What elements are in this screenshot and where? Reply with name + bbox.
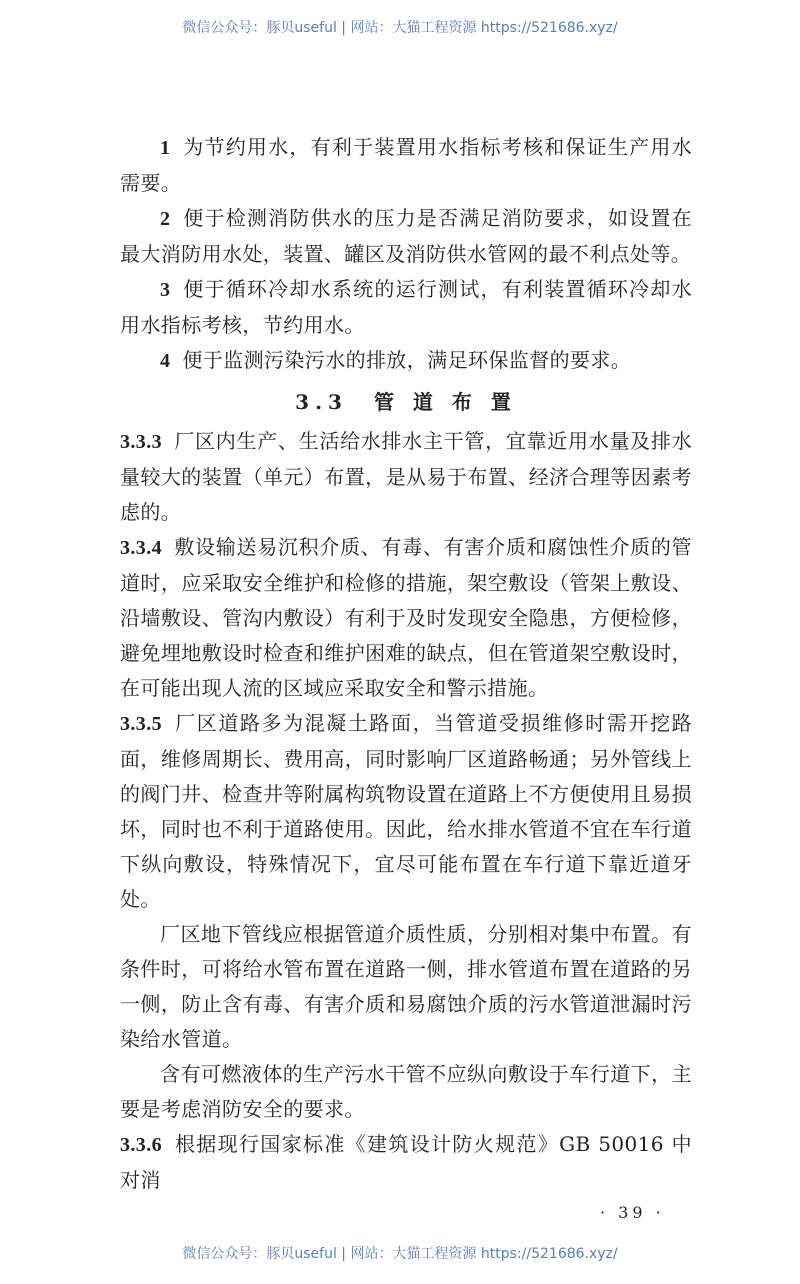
page-number: · 39 ·: [600, 1203, 665, 1222]
clause: 3.3.5 厂区道路多为混凝土路面，当管道受损维修时需开挖路面，维修周期长、费用高，同时影响厂区道路畅通；另外管线上的阀门井、检查井等附属构筑物设置在道路上不方便使用且易损坏，同时也不利于道路使用。因此，给水排水管道不宜在车行道下纵向敷设，特殊情况下，宜尽可能布置在车行道下靠近道牙处。: [120, 711, 692, 911]
spacer: [0, 1224, 800, 1244]
clause: 3.3.6 根据现行国家标准《建筑设计防火规范》GB 50016 中对消: [120, 1132, 692, 1192]
paragraph: 含有可燃液体的生产污水干管不应纵向敷设于车行道下，主要是考虑消防安全的要求。: [120, 1062, 692, 1121]
list-item: 3 便于循环冷却水系统的运行测试，有利装置循环冷却水用水指标考核，节约用水。: [120, 277, 692, 337]
section-heading: 3.3 管 道 布 置: [295, 390, 517, 414]
list-item: 4 便于监测污染污水的排放，满足环保监督的要求。: [160, 348, 632, 372]
document-body: [120, 130, 692, 1198]
watermark-top: 微信公众号：豚贝useful | 网站：大猫工程资源 https://521686.xyz/: [182, 20, 618, 36]
list-item: 1 为节约用水，有利于装置用水指标考核和保证生产用水需要。: [120, 135, 692, 195]
watermark-bottom: 微信公众号：豚贝useful | 网站：大猫工程资源 https://521686.xyz/: [182, 1246, 618, 1262]
clause: 3.3.3 厂区内生产、生活给水排水主干管，宜靠近用水量及排水量较大的装置（单元）布置，是从易于布置、经济合理等因素考虑的。: [120, 429, 692, 524]
clause: 3.3.4 敷设输送易沉积介质、有毒、有害介质和腐蚀性介质的管道时，应采取安全维护和检修的措施，架空敷设（管架上敷设、沿墙敷设、管沟内敷设）有利于及时发现安全隐患，方便检修，避免埋地敷设时检查和维护困难的缺点，但在管道架空敷设时，在可能出现人流的区域应采取安全和警示措施。: [120, 535, 692, 700]
list-item: 2 便于检测消防供水的压力是否满足消防要求，如设置在最大消防用水处，装置、罐区及消防供水管网的最不利点处等。: [120, 206, 692, 266]
paragraph: 厂区地下管线应根据管道介质性质，分别相对集中布置。有条件时，可将给水管布置在道路一侧，排水管道布置在道路的另一侧，防止含有毒、有害介质和易腐蚀介质的污水管道泄漏时污染给水管道。: [120, 922, 692, 1051]
